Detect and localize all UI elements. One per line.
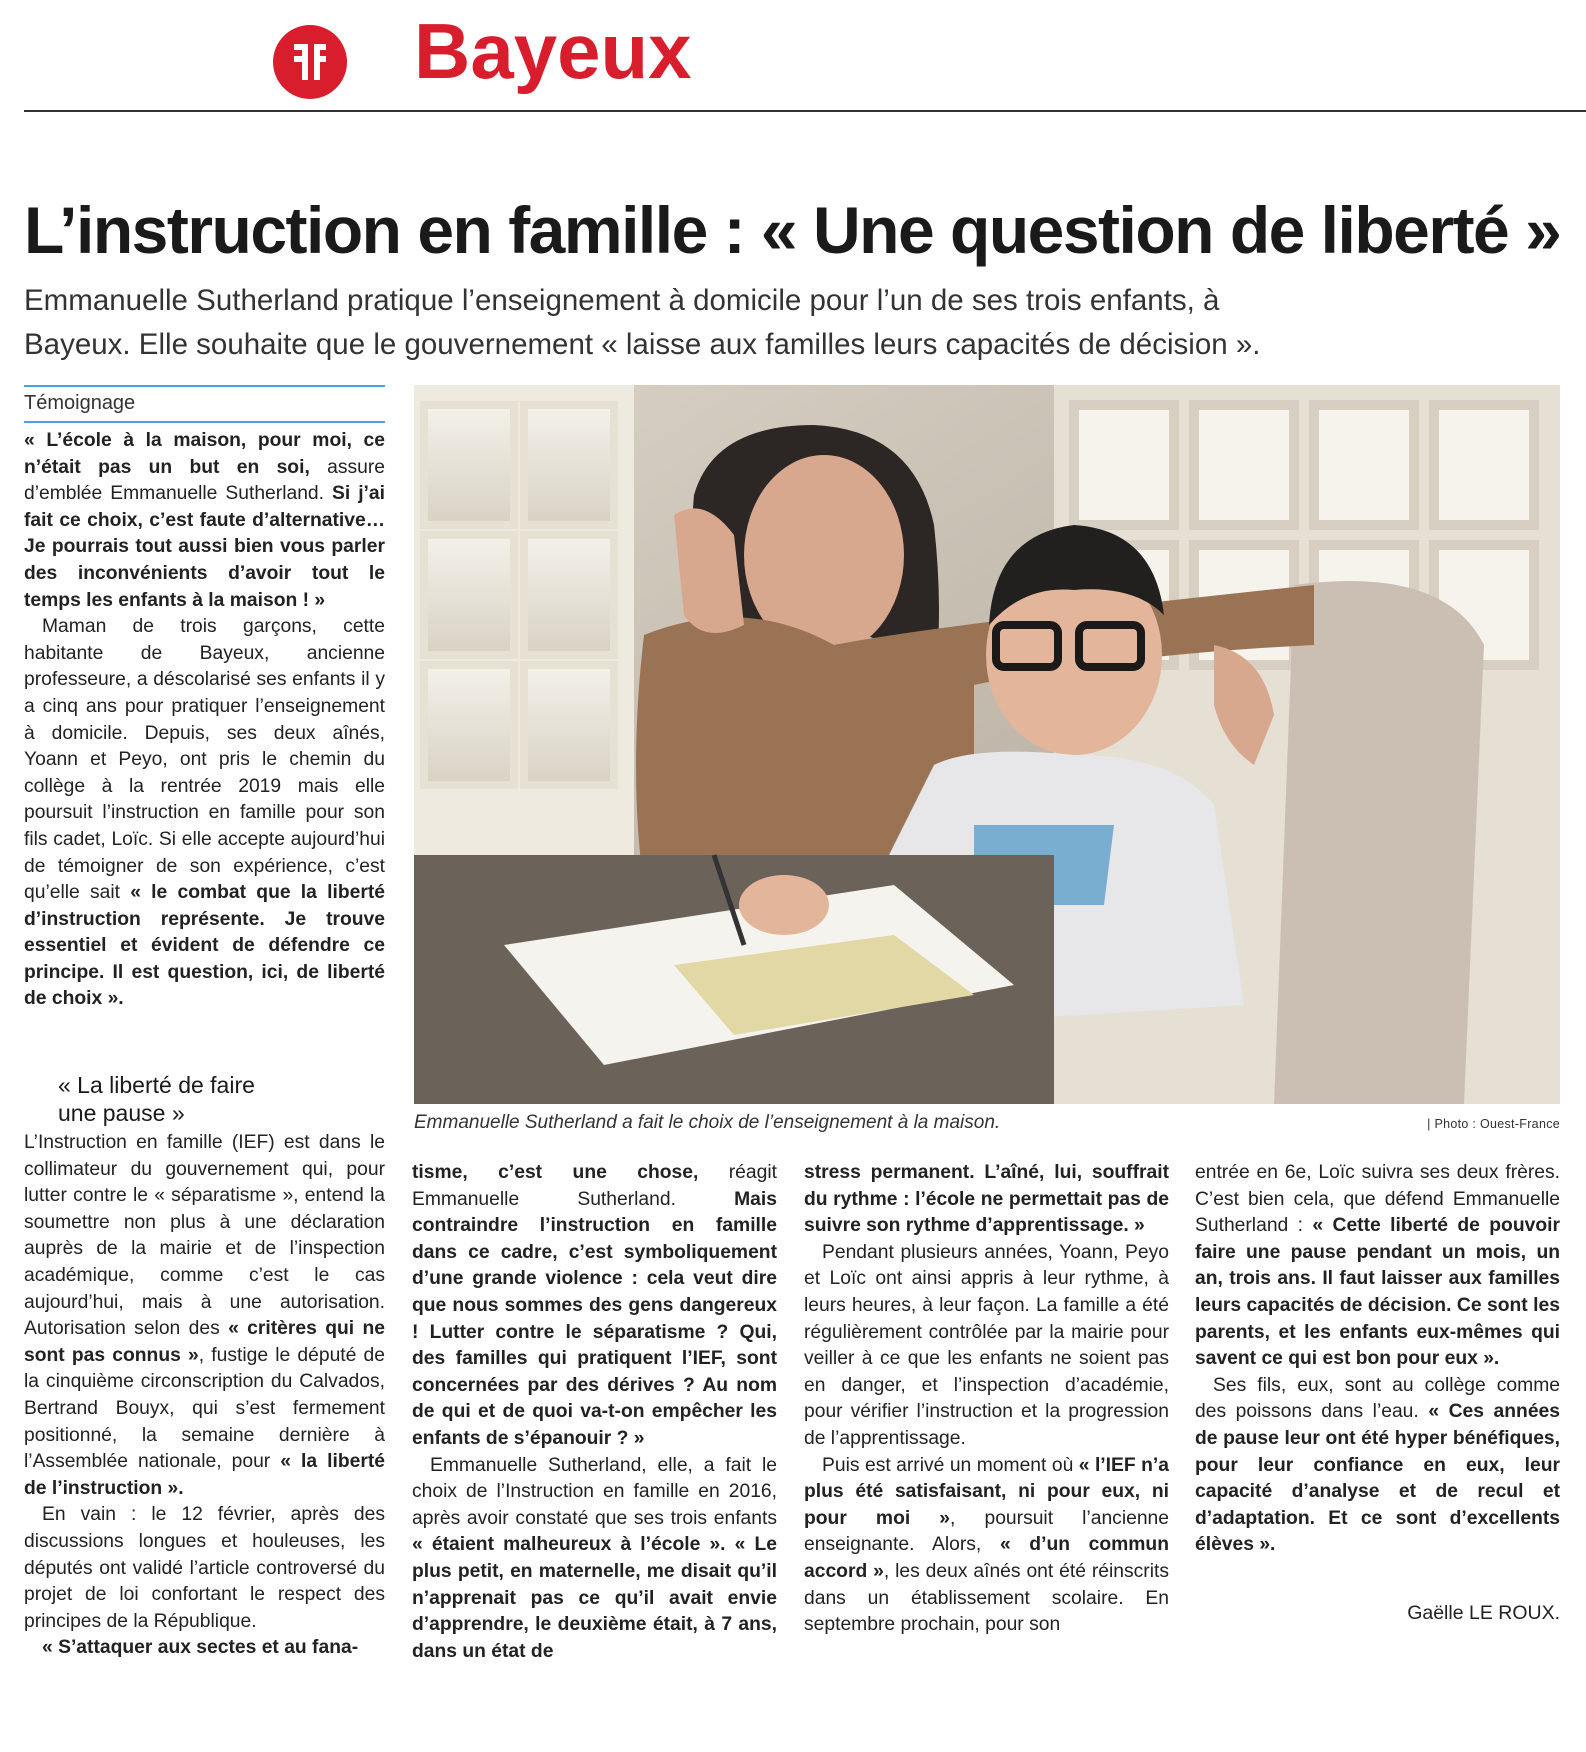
body-column-4 xyxy=(1195,1160,1560,1559)
text-run: , poursuit l’ancienne enseignante. Alors, xyxy=(804,1507,1169,1556)
body-paragraph xyxy=(412,1160,777,1453)
article-tag: Témoignage xyxy=(24,392,136,414)
body-paragraph xyxy=(1195,1160,1560,1373)
body-paragraph xyxy=(24,428,385,614)
body-paragraph xyxy=(412,1453,777,1666)
quote-run: « L’école à la maison, pour moi, ce n’était pas un but en soi, xyxy=(24,430,385,478)
text-run: En vain : le 12 février, après des discussions longues et houleuses, les députés ont validé l’article controversé du projet de loi confortant le respect des principes de la République. xyxy=(24,1504,385,1632)
ouest-france-logo xyxy=(272,24,348,100)
quote-run: « le combat que la liberté d’instruction représente. Je trouve essentiel et évident de défendre ce principe. Il est question, ici, de liberté de choix ». xyxy=(24,882,385,1010)
tag-rule-top xyxy=(24,385,385,387)
text-run: Puis est arrivé un moment où xyxy=(822,1454,1079,1476)
body-paragraph xyxy=(804,1160,1169,1240)
quote-run: tisme, c’est une chose, xyxy=(412,1162,699,1183)
subhead-line: une pause » xyxy=(58,1100,185,1126)
text-run: Ses fils, eux, sont au collège comme des poissons dans l’eau. xyxy=(1195,1374,1560,1423)
text-run: assure d’emblée Emmanuelle Sutherland. xyxy=(24,456,385,505)
text-run: , les deux aînés ont été réinscrits dans un établissement scolaire. En septembre prochain, pour son xyxy=(804,1560,1169,1636)
text-run: entrée en 6e, Loïc suivra ses deux frères. C’est bien cela, que défend Emmanuelle Sutherland : xyxy=(1195,1162,1560,1237)
body-paragraph xyxy=(24,1635,385,1662)
text-run: Maman de trois garçons, cette habitante de Bayeux, ancienne professeure, a déscolarisé ses enfants il y a cinq ans pour pratiquer l’enseignement à domicile. Depuis, ses deux aînés, Yoann et Peyo, ont pris le chemin du collège à la rentrée 2019 mais elle poursuit l’instruction en famille pour son fils cadet, Loïc. Si elle accepte aujourd’hui de témoigner de son expérience, c’est qu’elle sait xyxy=(24,616,385,904)
quote-run: stress permanent. L’aîné, lui, souffrait du rythme : l’école ne permettait pas de suivre son rythme d’apprentissage. » xyxy=(804,1162,1169,1237)
text-run: L’Instruction en famille (IEF) est dans le collimateur du gouvernement qui, pour lutter contre le « séparatisme », entend la soumettre non plus à une déclaration auprès de la mairie et de l’inspection académique, comme c’est le cas aujourd’hui, mais à une autorisation. Autorisation selon des xyxy=(24,1132,385,1340)
quote-run: « la liberté de l’instruction ». xyxy=(24,1451,385,1499)
body-paragraph xyxy=(24,1130,385,1502)
article-headline: L’instruction en famille : « Une question de liberté » xyxy=(24,193,1561,267)
body-paragraph xyxy=(804,1453,1169,1639)
article-photo xyxy=(414,385,1560,1104)
photo-credit: | Photo : Ouest-France xyxy=(1427,1117,1560,1131)
tag-rule-bottom xyxy=(24,421,385,423)
text-run: Emmanuelle Sutherland, elle, a fait le choix de l’Instruction en famille en 2016, après avoir constaté que ses trois enfants xyxy=(412,1454,777,1529)
text-run: réagit Emmanuelle Sutherland. xyxy=(412,1162,777,1210)
body-column-3 xyxy=(804,1160,1169,1639)
article-subhead xyxy=(58,1071,255,1127)
quote-run: « Cette liberté de pouvoir faire une pause pendant un mois, un an, trois ans. Il faut laisser aux familles leurs capacités de décision. Ce sont les parents, et les enfants eux-mêmes qui savent ce qui est bon pour eux ». xyxy=(1195,1215,1560,1370)
quote-run: « d’un commun accord » xyxy=(804,1534,1169,1582)
quote-run: Mais contraindre l’instruction en famille dans ce cadre, c’est symboliquement d’une grande violence : cela veut dire que nous sommes des gens dangereux ! Lutter contre le séparatisme ? Qui, des familles qui pratiquent l’IEF, sont concernées par des dérives ? Au nom de qui et de quoi va-t-on empêcher les enfants de s’épanouir ? » xyxy=(412,1188,777,1449)
body-paragraph xyxy=(24,1502,385,1635)
author-signature: Gaëlle LE ROUX. xyxy=(1407,1602,1560,1624)
header-rule xyxy=(24,110,1586,112)
body-column-1b xyxy=(24,1130,385,1662)
quote-run: « critères qui ne sont pas connus » xyxy=(24,1318,385,1366)
photo-illustration xyxy=(414,385,1560,1104)
article-standfirst xyxy=(24,279,1394,367)
body-column-2 xyxy=(412,1160,777,1665)
quote-run: « S’attaquer aux sectes et au fana- xyxy=(42,1637,359,1659)
text-run: , fustige le député de la cinquième circonscription du Calvados, Bertrand Bouyx, qui s’est fermement positionné, la semaine dernière à l’Assemblée nationale, pour xyxy=(24,1344,385,1473)
quote-run: Si j’ai fait ce choix, c’est faute d’alternative… Je pourrais tout aussi bien vous parler des inconvénients d’avoir tout le temps les enfants à la maison ! » xyxy=(24,483,385,611)
body-paragraph xyxy=(804,1240,1169,1453)
standfirst-line: Bayeux. Elle souhaite que le gouvernement « laisse aux familles leurs capacités de décision ». xyxy=(24,328,1261,361)
photo-caption: Emmanuelle Sutherland a fait le choix de l’enseignement à la maison. xyxy=(414,1112,1001,1133)
text-run: Pendant plusieurs années, Yoann, Peyo et Loïc ont ainsi appris à leur rythme, à leurs heures, à leur façon. La famille a été régulièrement contrôlée par la mairie pour veiller à ce que les enfants ne soient pas en danger, et l’inspection d’académie, pour vérifier l’instruction et la progression de l’apprentissage. xyxy=(804,1241,1169,1449)
subhead-line: « La liberté de faire xyxy=(58,1072,255,1098)
quote-run: « Ces années de pause leur ont été hyper bénéfiques, pour leur confiance en eux, leur capacité d’analyse et de recul et d’adaptation. Et ce sont d’excellents élèves ». xyxy=(1195,1401,1560,1556)
standfirst-line: Emmanuelle Sutherland pratique l’enseignement à domicile pour l’un de ses trois enfants, à xyxy=(24,284,1220,317)
quote-run: « étaient malheureux à l’école ». « Le plus petit, en maternelle, me disait qu’il n’apprenait pas ce qu’il avait envie d’apprendre, le deuxième était, à 7 ans, dans un état de xyxy=(412,1534,777,1662)
section-title: Bayeux xyxy=(414,7,692,95)
quote-run: « l’IEF n’a plus été satisfaisant, ni pour eux, ni pour moi » xyxy=(804,1454,1169,1529)
body-column-1 xyxy=(24,428,385,1013)
body-paragraph xyxy=(1195,1373,1560,1559)
body-paragraph xyxy=(24,614,385,1013)
